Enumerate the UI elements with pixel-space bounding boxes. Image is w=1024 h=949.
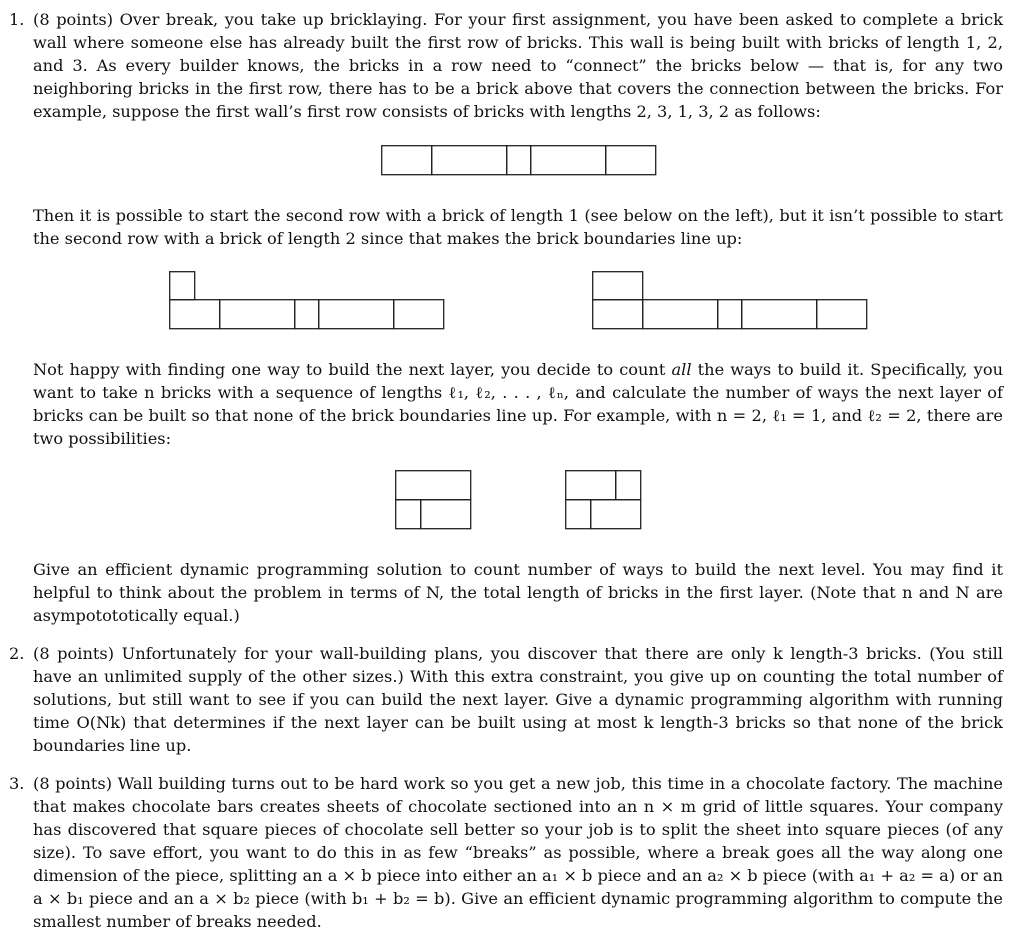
bottom-brick-length-1 [566, 500, 591, 529]
possibility-2-svg [565, 470, 643, 532]
problem-1-intro: (8 points) Over break, you take up bricklaying. For your first assignment, you have been asked to complete a brick wall where someone else has already built the first row of bricks. This wall is being built with bricks of length 1, 2, and 3. As every builder knows, the bricks in a row need to “connect” the bricks below — that is, for any two neighboring bricks in the first row, there has to be a brick above that covers the connection between the bricks. For example, suppose the first wall’s first row consists of bricks with lengths 2, 3, 1, 3, 2 as follows: [33, 10, 1003, 121]
bottom-brick-length-2 [591, 500, 641, 529]
brick-2 [643, 300, 718, 329]
problem-2-text: (8 points) Unfortunately for your wall-building plans, you discover that there are only k length-3 bricks. (You still have an unlimited supply of the other sizes.) With this extra constraint, you give up on counting the total number of solutions, but still want to see if you can build the next layer. Give a dynamic programming algorithm with running time O(Nk) that determines if the next layer can be built using at most k length-3 bricks so that none of the brick boundaries line up. [33, 644, 1003, 755]
problem-1-para-2: Then it is possible to start the second row with a brick of length 1 (see below on the left), but it isn’t possible to start the second row with a brick of length 2 since that makes the brick boundaries line up: [33, 206, 1003, 248]
figure-possibility-1 [395, 470, 473, 532]
brick-2 [220, 300, 295, 329]
brick-3 [507, 146, 531, 175]
first-row-svg [381, 145, 657, 177]
problem-number: 3. [9, 774, 25, 793]
brick-4 [742, 300, 817, 329]
second-row-brick-1 [170, 272, 195, 300]
problem-number: 2. [9, 644, 25, 663]
brick-1 [170, 300, 220, 329]
top-brick-length-2 [566, 471, 616, 500]
problem-1-para-3 [33, 358, 1003, 450]
para-3-emphasis: all [671, 360, 692, 379]
brick-1 [593, 300, 643, 329]
figure-first-row [381, 145, 657, 177]
problem-number: 1. [9, 10, 25, 29]
brick-1 [382, 146, 432, 175]
para-3-text-a: Not happy with finding one way to build the next layer, you decide to count [33, 360, 672, 379]
invalid-start-svg [592, 271, 868, 331]
figure-valid-start [169, 271, 445, 331]
brick-2 [432, 146, 507, 175]
brick-4 [319, 300, 394, 329]
second-row-brick-2 [593, 272, 643, 300]
brick-3 [718, 300, 742, 329]
brick-5 [606, 146, 656, 175]
brick-4 [531, 146, 606, 175]
brick-3 [295, 300, 319, 329]
brick-5 [817, 300, 867, 329]
valid-start-svg [169, 271, 445, 331]
top-brick-length-3 [396, 471, 471, 500]
para-3-text-b: the ways to build it. Specifically, you want to take n bricks with a sequence of lengths ℓ₁, ℓ₂, . . . , ℓₙ, and calculate the number of ways the next layer of bricks can be built so that none of the brick boundaries line up. For example, with n = 2, ℓ₁ = 1, and ℓ₂ = 2, there are two possibilities: [33, 360, 1003, 448]
bottom-brick-length-1 [396, 500, 421, 529]
problem-1-para-4: Give an efficient dynamic programming solution to count number of ways to build the next level. You may find it helpful to think about the problem in terms of N, the total length of bricks in the first layer. (Note that n and N are asympotototically equal.) [33, 560, 1003, 625]
bottom-brick-length-2 [421, 500, 471, 529]
problem-3-text: (8 points) Wall building turns out to be hard work so you get a new job, this time in a chocolate factory. The machine that makes chocolate bars creates sheets of chocolate sectioned into an n × m grid of little squares. Your company has discovered that square pieces of chocolate sell better so your job is to split the sheet into square pieces (of any size). To save effort, you want to do this in as few “breaks” as possible, where a break goes all the way along one dimension of the piece, splitting an a × b piece into either an a₁ × b piece and an a₂ × b piece (with a₁ + a₂ = a) or an a × b₁ piece and an a × b₂ piece (with b₁ + b₂ = b). Give an efficient dynamic programming algorithm to compute the smallest number of breaks needed. [33, 774, 1003, 931]
possibility-1-svg [395, 470, 473, 532]
figure-invalid-start [592, 271, 868, 331]
brick-5 [394, 300, 444, 329]
figure-possibility-2 [565, 470, 643, 532]
top-brick-length-1 [616, 471, 641, 500]
